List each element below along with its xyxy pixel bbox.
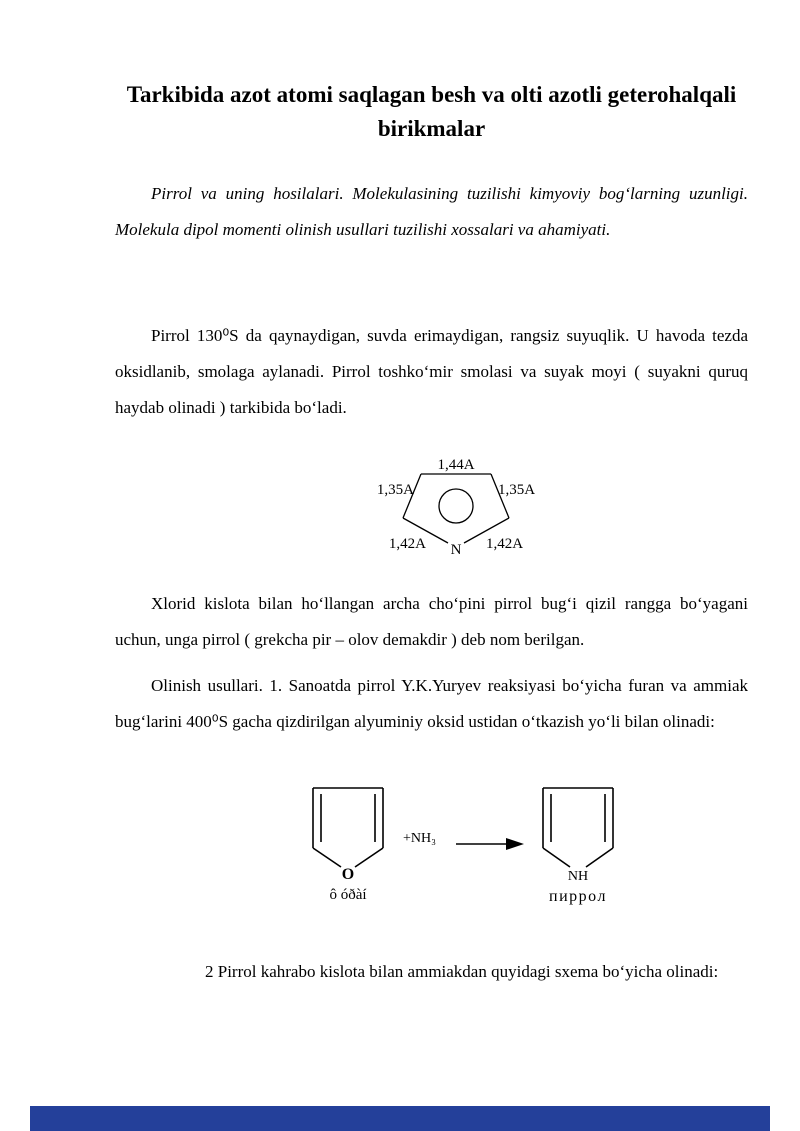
furan-caption: ô óðàí <box>329 887 367 903</box>
paragraph-properties: Pirrol 130⁰S da qaynaydigan, suvda erimaydigan, rangsiz suyuqlik. U havoda tezda oksidlanib, smolaga aylanadi. Pirrol toshkoʻmir smolasi va suyak moyi ( suyakni quruq haydab olinadi ) tarkibida boʻladi. <box>115 326 748 417</box>
furan-lower-right-bond <box>355 848 383 867</box>
page-title: Tarkibida azot atomi saqlagan besh va olti azotli geterohalqali birikmalar <box>126 82 737 141</box>
reaction-svg <box>298 780 628 932</box>
bond-length-label-upper-left: 1,35A <box>376 482 414 498</box>
furan-lower-left-bond <box>313 848 341 867</box>
nitrogen-atom-label: N <box>450 542 462 558</box>
reaction-arrow-head <box>506 838 524 850</box>
pyrrole-caption: пиррол <box>549 888 607 905</box>
pyrrole-ring-diagram <box>348 450 570 562</box>
furan-oxygen-label: O <box>341 866 355 883</box>
bond-length-label-lower-left: 1,42A <box>388 536 426 552</box>
bond-length-label-upper-right: 1,35A <box>498 482 536 498</box>
paragraph-intro: Pirrol va uning hosilalari. Molekulasining tuzilishi kimyoviy bogʻlarning uzunligi. Molekula dipol momenti olinish usullari tuzilishi xossalari va ahamiyati. <box>115 184 748 239</box>
reagent-label: +NH₃ <box>403 831 436 846</box>
pyrrole-ring-svg <box>348 450 570 562</box>
pyrrole-nh-label: NH <box>567 869 589 884</box>
aromatic-circle <box>439 489 473 523</box>
pyrrole-lower-right-bond <box>586 848 613 867</box>
footer-bar <box>30 1106 770 1131</box>
paragraph-kahrabo: 2 Pirrol kahrabo kislota bilan ammiakdan quyidagi sxema boʻyicha olinadi: <box>205 962 719 981</box>
furan-to-pyrrole-reaction-diagram <box>298 780 628 932</box>
paragraph-olinish: Olinish usullari. 1. Sanoatda pirrol Y.K.Yuryev reaksiyasi boʻyicha furan va ammiak bugʻlarini 400⁰S gacha qizdirilgan alyuminiy oksid ustidan oʻtkazish yoʻli bilan olinadi: <box>115 676 748 731</box>
paragraph-xlorid: Xlorid kislota bilan hoʻllangan archa choʻpini pirrol bugʻi qizil rangga boʻyagani uchun, unga pirrol ( grekcha pir – olov demakdir ) deb nom berilgan. <box>115 594 748 649</box>
pyrrole-lower-left-bond <box>543 848 570 867</box>
bond-length-label-top: 1,44A <box>437 457 475 473</box>
bond-length-label-lower-right: 1,42A <box>486 536 524 552</box>
